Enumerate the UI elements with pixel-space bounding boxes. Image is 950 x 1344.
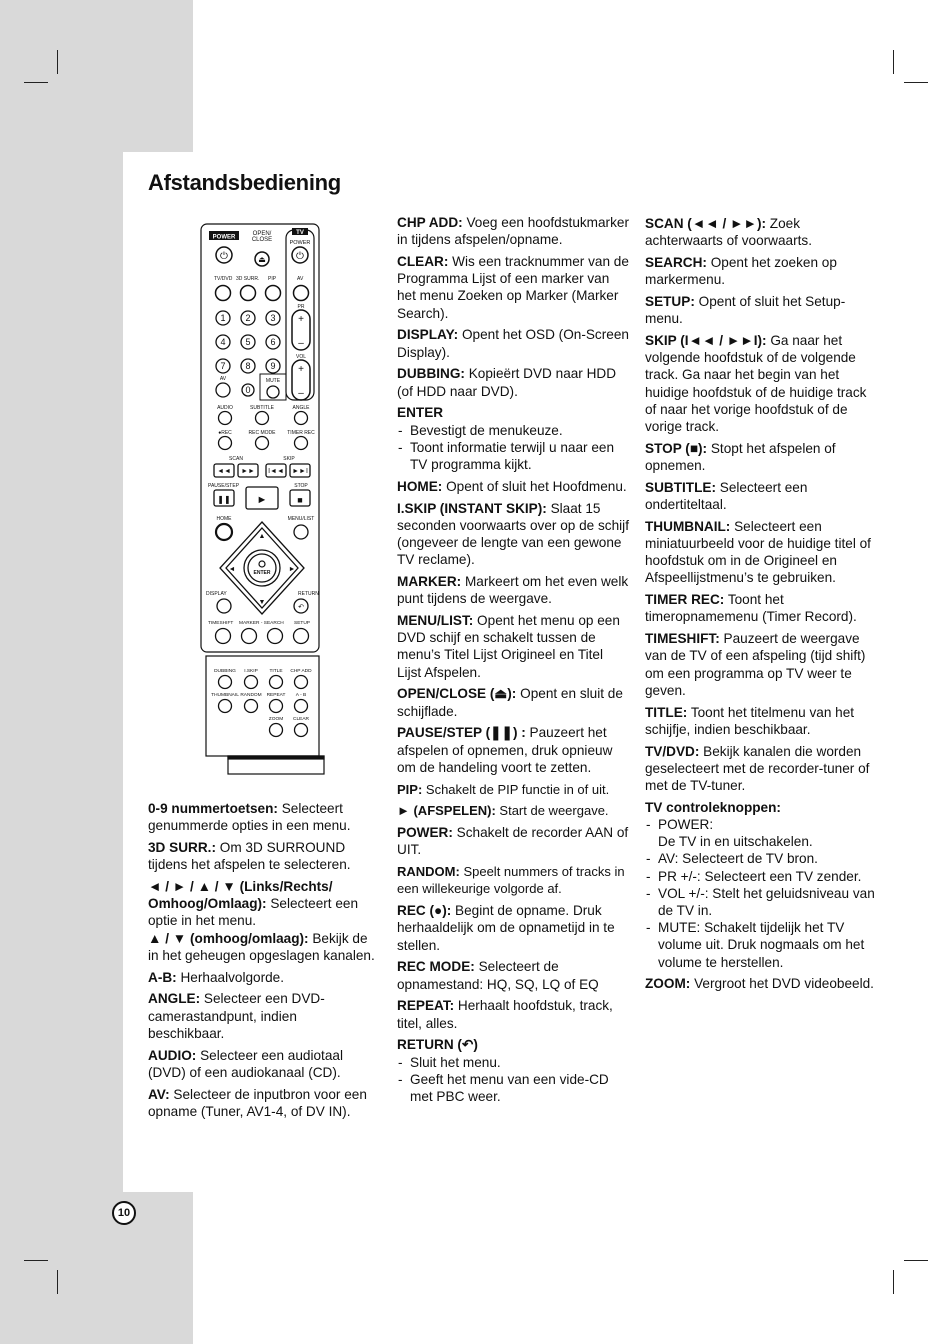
entry-iskip: I.SKIP (INSTANT SKIP): Slaat 15 seconden voorwaarts over op de schijf (ongeveer de lengte van een gewone TV reclame). — [397, 500, 629, 568]
svg-text:RANDOM: RANDOM — [240, 693, 262, 698]
entry-search: SEARCH: Opent het zoeken op markermenu. — [645, 255, 837, 288]
svg-text:2: 2 — [245, 313, 251, 323]
entry-av: AV: Selecteer de inputbron voor een opname (Tuner, AV1-4, of DV IN). — [148, 1086, 367, 1119]
pip-button[interactable] — [266, 286, 281, 301]
right-arrow-icon: ► — [288, 566, 296, 573]
entry-enter: ENTER — [397, 405, 444, 421]
svg-text:+: + — [298, 314, 304, 325]
column-2 — [397, 214, 629, 1110]
stop-icon: ■ — [297, 495, 303, 505]
entry-dubbing: DUBBING: Kopieërt DVD naar HDD (of HDD naar DVD). — [397, 366, 617, 399]
return-list: - Sluit het menu. - Geeft het menu van een vide-CD met PBC weer. — [397, 1054, 629, 1106]
entry-random: RANDOM: Speelt nummers of tracks in een willekeurige volgorde af. — [397, 864, 625, 897]
skip-next-icon: ►►I — [292, 468, 308, 475]
iskip-button[interactable] — [245, 676, 258, 689]
svg-text:●REC: ●REC — [218, 430, 232, 436]
entry-digits: 0-9 nummertoetsen: Selecteert genummerde opties in een menu. — [148, 801, 351, 834]
svg-text:SCAN: SCAN — [229, 456, 243, 462]
play-icon: ► — [256, 494, 268, 506]
svg-text:SETUP: SETUP — [294, 621, 310, 626]
crop-mark — [24, 1260, 48, 1261]
svg-text:STOP: STOP — [294, 483, 308, 489]
chp-add-button[interactable] — [295, 676, 308, 689]
entry-tvdvd: TV/DVD: Bekijk kanalen die worden geselecteert met de recorder-tuner of met de TV-tuner. — [645, 743, 870, 794]
av-button[interactable] — [216, 383, 230, 397]
entry-home: HOME: Opent of sluit het Hoofdmenu. — [397, 478, 627, 494]
svg-text:8: 8 — [245, 361, 251, 371]
svg-text:PR: PR — [297, 304, 305, 310]
svg-text:SKIP: SKIP — [283, 456, 295, 462]
page-title: Afstandsbediening — [148, 170, 341, 195]
ab-button[interactable] — [295, 700, 308, 713]
svg-text:MARKER - SEARCH: MARKER - SEARCH — [239, 621, 284, 626]
entry-up-down: ▲ / ▼ (omhoog/omlaag): Bekijk de in het geheugen opgeslagen kanalen. — [148, 930, 375, 963]
svg-text:3D SURR.: 3D SURR. — [236, 276, 260, 282]
svg-text:ZOOM: ZOOM — [268, 717, 284, 722]
crop-mark — [904, 82, 928, 83]
tv-av-button[interactable] — [294, 286, 309, 301]
entry-chp-add: CHP ADD: Voeg een hoofdstukmarker in tijdens afspelen/opname. — [397, 215, 629, 248]
svg-text:TITLE: TITLE — [269, 669, 283, 674]
crop-mark — [57, 1270, 58, 1294]
entry-play: ► (AFSPELEN): Start de weergave. — [397, 803, 609, 819]
svg-text:DUBBING: DUBBING — [214, 669, 236, 674]
entry-rec: REC (●): Begint de opname. Druk herhaaldelijk om de opnametijd in te stellen. — [397, 903, 615, 953]
entry-setup: SETUP: Opent of sluit het Setup-menu. — [645, 294, 846, 327]
crop-mark — [893, 1270, 894, 1294]
random-button[interactable] — [245, 700, 258, 713]
menu-list-button[interactable] — [294, 525, 308, 539]
entry-pip: PIP: Schakelt de PIP functie in of uit. — [397, 781, 610, 797]
svg-text:MENU/LIST: MENU/LIST — [287, 516, 315, 522]
tvdvd-button[interactable] — [216, 286, 231, 301]
page-margin-top — [0, 0, 193, 152]
entry-tv-controls: TV controleknoppen: — [645, 799, 781, 815]
svg-text:ANGLE: ANGLE — [292, 405, 310, 411]
left-arrow-icon: ◄ — [228, 566, 236, 573]
svg-text:TIMESHIFT: TIMESHIFT — [208, 621, 234, 626]
entry-marker: MARKER: Markeert om het even welk punt tijdens de weergave. — [397, 574, 629, 607]
column-1 — [148, 800, 376, 1125]
svg-text:AV: AV — [297, 276, 304, 282]
svg-text:6: 6 — [270, 337, 276, 347]
power-icon: ⏻ — [220, 251, 228, 262]
svg-text:TV/DVD: TV/DVD — [214, 276, 233, 282]
entry-angle: ANGLE: Selecteer een DVD-camerastandpunt, indien beschikbaar. — [148, 991, 325, 1041]
pause-icon: ❚❚ — [217, 495, 231, 504]
entry-open-close: OPEN/CLOSE (⏏): Opent en sluit de schijflade. — [397, 686, 623, 719]
svg-text:I.SKIP: I.SKIP — [244, 669, 258, 674]
entry-scan: SCAN (◄◄ / ►►): Zoek achterwaarts of voorwaarts. — [645, 216, 812, 249]
entry-timeshift: TIMESHIFT: Pauzeert de weergave van de TV of een afspeling (tijd shift) om een programma op TV weer te geven. — [645, 631, 866, 698]
entry-arrows: ◄ / ► / ▲ / ▼ (Links/Rechts/ Omhoog/Omlaag): Selecteert een optie in het menu. — [148, 879, 359, 929]
svg-text:CHP ADD: CHP ADD — [290, 669, 312, 674]
remote-control-illustration — [198, 222, 332, 778]
svg-text:SUBTITLE: SUBTITLE — [250, 405, 274, 411]
svg-text:0: 0 — [245, 385, 251, 395]
svg-text:PIP: PIP — [268, 276, 277, 282]
setup-button[interactable] — [294, 629, 309, 644]
page-margin-left — [0, 152, 123, 1192]
entry-pause-step: PAUSE/STEP (❚❚) : Pauzeert het afspelen of opnemen, druk opnieuw om de handeling voort te zetten. — [397, 725, 613, 775]
svg-text:–: – — [298, 338, 304, 349]
entry-timer-rec: TIMER REC: Toont het timeropnamemenu (Timer Record). — [645, 592, 857, 625]
search-button[interactable] — [268, 629, 283, 644]
mute-button[interactable] — [267, 386, 279, 398]
tv-power-icon: ⏻ — [296, 251, 304, 262]
svg-text:4: 4 — [220, 337, 226, 347]
entry-clear: CLEAR: Wis een tracknummer van de Programma Lijst of een marker van het menu Zoeken op Marker (Marker Search). — [397, 254, 629, 321]
svg-text:AUDIO: AUDIO — [217, 405, 233, 411]
display-button[interactable] — [217, 599, 231, 613]
skip-previous-icon: I◄◄ — [268, 468, 284, 475]
svg-text:9: 9 — [270, 361, 276, 371]
rewind-icon: ◄◄ — [217, 468, 231, 475]
eject-icon: ⏏ — [258, 255, 266, 264]
svg-text:5: 5 — [245, 337, 251, 347]
entry-return: RETURN (↶) — [397, 1037, 478, 1053]
svg-text:POWER: POWER — [289, 240, 311, 246]
page-margin-bottom — [0, 1192, 193, 1344]
home-button[interactable] — [216, 524, 232, 540]
entry-subtitle: SUBTITLE: Selecteert een ondertiteltaal. — [645, 479, 808, 513]
fast-forward-icon: ►► — [241, 468, 255, 475]
svg-text:A - B: A - B — [295, 693, 307, 698]
svg-text:OPEN/CLOSE: OPEN/ CLOSE — [251, 231, 273, 243]
svg-text:VOL: VOL — [295, 354, 307, 360]
svg-text:MUTE: MUTE — [265, 378, 281, 384]
entry-audio: AUDIO: Selecteer een audiotaal (DVD) of een audiokanaal (CD). — [148, 1047, 343, 1080]
entry-skip: SKIP (I◄◄ / ►►I): Ga naar het volgende hoofdstuk of de volgende track. Ga naar het begin van het huidige hoofdstuk of de huidige track of naar het vorige hoofdstuk of de vorige track. — [645, 333, 867, 435]
rec-mode-button[interactable] — [256, 437, 269, 450]
entry-3d-surr: 3D SURR.: Om 3D SURROUND tijdens het afspelen te selecteren. — [148, 840, 351, 873]
svg-text:POWER: POWER — [212, 234, 236, 241]
svg-text:–: – — [298, 388, 304, 399]
subtitle-button[interactable] — [256, 412, 269, 425]
crop-mark — [24, 82, 48, 83]
entry-stop: STOP (■): Stopt het afspelen of opnemen. — [645, 440, 836, 474]
repeat-button[interactable] — [270, 700, 283, 713]
svg-text:1: 1 — [220, 313, 226, 323]
entry-menu-list: MENU/LIST: Opent het menu op een DVD schijf en schakelt tussen de menu’s Titel Lijst Origineel en Titel Lijst Afspelen. — [397, 613, 620, 680]
page-number: 10 — [112, 1201, 136, 1225]
svg-text:REPEAT: REPEAT — [266, 693, 286, 698]
svg-text:ENTER: ENTER — [253, 570, 271, 576]
svg-text:HOME: HOME — [216, 516, 232, 522]
svg-text:TIMER REC: TIMER REC — [287, 430, 315, 436]
enter-list: - Bevestigt de menukeuze. - Toont informatie terwijl u naar een TV programma kijkt. — [397, 422, 629, 474]
entry-thumbnail: THUMBNAIL: Selecteert een miniatuurbeeld voor de huidige titel of hoofdstuk om in de Origineel en Afspeellijstmenu’s te gebruiken. — [645, 518, 871, 586]
crop-mark — [893, 50, 894, 74]
entry-title: TITLE: Toont het titelmenu van het schijfje, indien beschikbaar. — [645, 704, 855, 737]
zoom-button[interactable] — [270, 724, 283, 737]
dubbing-button[interactable] — [219, 676, 232, 689]
return-icon: ↶ — [298, 604, 304, 611]
svg-text:AV: AV — [219, 376, 227, 382]
svg-text:PAUSE/STEP: PAUSE/STEP — [208, 483, 240, 489]
timer-rec-button[interactable] — [295, 437, 308, 450]
crop-mark — [57, 50, 58, 74]
svg-text:7: 7 — [220, 361, 226, 371]
rec-button[interactable] — [219, 437, 232, 450]
down-arrow-icon: ▼ — [258, 599, 266, 606]
entry-zoom: ZOOM: Vergroot het DVD videobeeld. — [645, 976, 874, 992]
column-3: SCAN (◄◄ / ►►): Zoek achterwaarts of voorwaarts. SEARCH: Opent het zoeken op markermenu. SETUP: Opent of sluit het Setup-menu. SKIP (I◄◄ / ►►I): Ga naar het volgende hoofdstuk of de volgende track. Ga naar het begin van het huidige hoofdstuk of de huidige track of naar het vorige hoofdstuk of de vorige track. STOP (■): Stopt het afspelen of opnemen. SUBTITLE: Selecteert een ondertiteltaal. THUMBNAIL: Selecteert een miniatuurbeeld voor de huidige titel of hoofdstuk om in de Origineel en Afspeellijstmenu’s te gebruiken. TIMER REC: Toont het timeropnamemenu (Timer Record). TIMESHIFT: Pauzeert de weergave van de TV of een afspeling (tijd shift) om een programma op TV weer te geven. TITLE: Toont het titelmenu van het schijfje, indien beschikbaar. TV/DVD: Bekijk kanalen die worden geselecteert met de recorder-tuner of met de TV-tuner. TV controleknoppen: - POWER: De TV in en uitschakelen. - AV: Selecteert de TV bron. - PR +/-: Selecteert een TV zender. - VOL +/-: Stelt het geluidsniveau van de TV in. - MUTE: Schakelt tijdelijk het TV volume uit. Druk nogmaals om het volume te herstellen. ZOOM: Vergroot het DVD videobeeld. — [645, 215, 877, 997]
svg-text:TV: TV — [296, 230, 304, 236]
svg-text:RETURN: RETURN — [298, 591, 319, 597]
svg-text:THUMBNAIL: THUMBNAIL — [211, 693, 239, 698]
title-button[interactable] — [270, 676, 283, 689]
3d-surr-button[interactable] — [241, 286, 256, 301]
entry-power: POWER: Schakelt de recorder AAN of UIT. — [397, 825, 629, 858]
svg-text:REC MODE: REC MODE — [248, 430, 276, 436]
entry-rec-mode: REC MODE: Selecteert de opnamestand: HQ, SQ, LQ of EQ — [397, 959, 599, 992]
svg-text:+: + — [298, 364, 304, 375]
marker-button[interactable] — [242, 629, 257, 644]
entry-ab: A-B: Herhaalvolgorde. — [148, 969, 285, 985]
entry-display: DISPLAY: Opent het OSD (On-Screen Display). — [397, 327, 629, 360]
enter-button[interactable] — [244, 550, 280, 586]
angle-button[interactable] — [295, 412, 308, 425]
svg-text:DISPLAY: DISPLAY — [206, 591, 227, 597]
svg-text:3: 3 — [270, 313, 276, 323]
clear-button[interactable] — [295, 724, 308, 737]
up-arrow-icon: ▲ — [258, 533, 266, 540]
thumbnail-button[interactable] — [219, 700, 232, 713]
crop-mark — [904, 1260, 928, 1261]
audio-button[interactable] — [219, 412, 232, 425]
entry-repeat: REPEAT: Herhaalt hoofdstuk, track, titel, alles. — [397, 998, 613, 1031]
timeshift-button[interactable] — [216, 629, 231, 644]
svg-text:CLEAR: CLEAR — [293, 717, 309, 722]
tv-controls-list: - POWER: — [645, 816, 877, 833]
